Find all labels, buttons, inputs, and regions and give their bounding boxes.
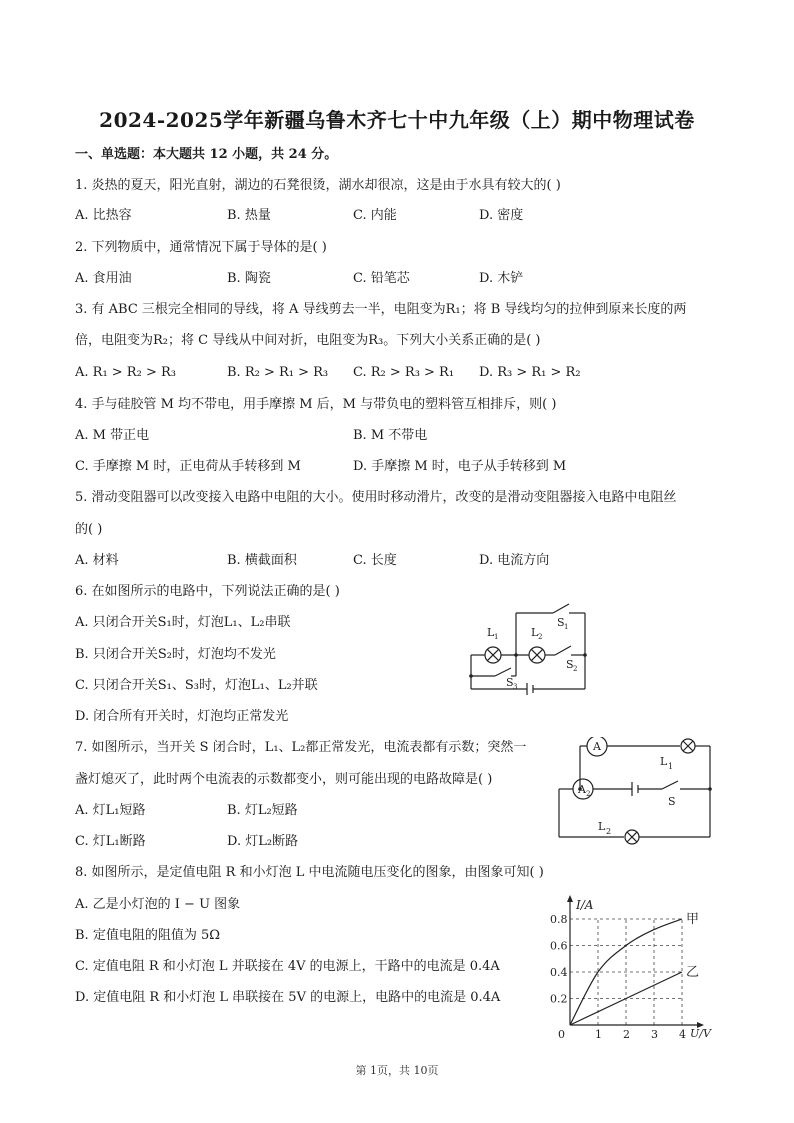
q2-option-b: B. 陶瓷	[227, 271, 271, 286]
page-footer: 第 1页，共 10页	[355, 1064, 439, 1077]
question-3-line-2: 倍，电阻变为R₂；将 C 导线从中间对折，电阻变为R₃。下列大小关系正确的是( )	[75, 333, 541, 348]
q1-option-d: D. 密度	[479, 208, 524, 223]
q8-option-a: A. 乙是小灯泡的 I − U 图象	[75, 897, 241, 912]
q6-label-s3-sub: 3	[513, 683, 518, 691]
q6-label-s1-sub: 1	[564, 623, 569, 631]
q8-iu-chart	[548, 892, 728, 1040]
q6-option-a: A. 只闭合开关S₁时，灯泡L₁、L₂串联	[75, 615, 291, 630]
q7-option-c: C. 灯L₁断路	[75, 834, 146, 849]
q7-label-ammeter-a: A	[593, 740, 601, 753]
exam-title: 2024-2025学年新疆乌鲁木齐七十中九年级（上）期中物理试卷	[99, 108, 695, 132]
q7-label-switch: S	[668, 795, 676, 808]
q7-label-l1-sub: 1	[668, 762, 674, 771]
q7-option-a: A. 灯L₁短路	[75, 803, 146, 818]
question-8: 8. 如图所示，是定值电阻 R 和小灯泡 L 中电流随电压变化的图象，由图象可知( )	[75, 865, 544, 880]
q6-label-l2-sub: 2	[538, 633, 543, 641]
q7-circuit-diagram	[552, 737, 722, 845]
x-axis-label: U/V	[690, 1027, 711, 1040]
q6-label-s1: S	[557, 616, 565, 629]
q6-option-d: D. 闭合所有开关时，灯泡均正常发光	[75, 709, 289, 724]
q8-option-c: C. 定值电阻 R 和小灯泡 L 并联接在 4V 的电源上，干路中的电流是 0.4A	[75, 959, 500, 974]
section-heading: 一、单选题：本大题共 12 小题，共 24 分。	[75, 147, 338, 162]
y-axis-label: I/A	[576, 898, 594, 912]
q1-option-c: C. 内能	[353, 208, 397, 223]
question-2: 2. 下列物质中，通常情况下属于导体的是( )	[75, 240, 327, 255]
x-tick-label: 2	[623, 1028, 630, 1040]
question-7-line-2: 盏灯熄灭了，此时两个电流表的示数都变小，则可能出现的电路故障是( )	[75, 772, 493, 787]
q7-label-ammeter-a2: A	[578, 783, 586, 796]
series-label-1: 甲	[686, 912, 700, 927]
q7-label-l2: L	[598, 820, 606, 833]
q2-option-d: D. 木铲	[479, 271, 524, 286]
y-tick-label: 0.4	[550, 966, 568, 979]
q5-option-d: D. 电流方向	[479, 553, 550, 568]
q7-label-l2-sub: 2	[606, 827, 612, 836]
q6-label-l1-sub: 1	[494, 633, 499, 641]
q7-option-d: D. 灯L₂断路	[227, 834, 299, 849]
question-5-line-1: 5. 滑动变阻器可以改变接入电路中电阻的大小。使用时移动滑片，改变的是滑动变阻器接入电路中电阻丝	[75, 490, 677, 505]
q4-option-a: A. M 带正电	[75, 428, 150, 443]
q8-option-b: B. 定值电阻的阻值为 5Ω	[75, 928, 220, 943]
question-5-line-2: 的( )	[75, 522, 103, 537]
question-6: 6. 在如图所示的电路中，下列说法正确的是( )	[75, 584, 340, 599]
q4-option-c: C. 手摩擦 M 时，正电荷从手转移到 M	[75, 459, 301, 474]
question-3-line-1: 3. 有 ABC 三根完全相同的导线，将 A 导线剪去一半，电阻变为R₁；将 B 导线均匀的拉伸到原来长度的两	[75, 302, 687, 317]
q3-option-c: C. R₂ > R₃ > R₁	[353, 365, 455, 380]
q6-label-s3: S	[506, 676, 514, 689]
q4-option-b: B. M 不带电	[353, 428, 428, 443]
q1-option-a: A. 比热容	[75, 208, 132, 223]
q3-option-d: D. R₃ > R₁ > R₂	[479, 365, 581, 380]
q5-option-c: C. 长度	[353, 553, 397, 568]
q6-circuit-diagram	[465, 598, 600, 698]
q2-option-a: A. 食用油	[75, 271, 132, 286]
q3-option-b: B. R₂ > R₁ > R₃	[227, 365, 329, 380]
q6-option-b: B. 只闭合开关S₂时，灯泡均不发光	[75, 647, 276, 662]
x-tick-label: 1	[595, 1028, 602, 1040]
q3-option-a: A. R₁ > R₂ > R₃	[75, 365, 176, 380]
q7-label-ammeter-a2-sub: 2	[586, 790, 591, 798]
x-tick-label: 3	[651, 1028, 658, 1040]
q4-option-d: D. 手摩擦 M 时，电子从手转移到 M	[353, 459, 567, 474]
q7-option-b: B. 灯L₂短路	[227, 803, 298, 818]
question-7-line-1: 7. 如图所示，当开关 S 闭合时，L₁、L₂都正常发光，电流表都有示数；突然一	[75, 740, 527, 755]
q6-label-s2: S	[566, 658, 574, 671]
y-tick-label: 0.8	[550, 913, 568, 926]
q7-label-l1: L	[660, 755, 668, 768]
q6-label-l2: L	[531, 626, 539, 639]
q5-option-a: A. 材料	[75, 553, 119, 568]
q1-option-b: B. 热量	[227, 208, 271, 223]
question-1: 1. 炎热的夏天，阳光直射，湖边的石凳很烫，湖水却很凉，这是由于水具有较大的( )	[75, 178, 561, 193]
q2-option-c: C. 铅笔芯	[353, 271, 410, 286]
y-tick-label: 0.2	[550, 992, 568, 1006]
y-tick-label: 0.6	[550, 939, 568, 953]
y-axis-arrow	[567, 895, 573, 902]
x-tick-label: 4	[679, 1028, 686, 1040]
q8-option-d: D. 定值电阻 R 和小灯泡 L 串联接在 5V 的电源上，电路中的电流是 0.4A	[75, 990, 501, 1005]
q6-label-l1: L	[487, 626, 495, 639]
q5-option-b: B. 横截面积	[227, 553, 297, 568]
series-label-2: 乙	[686, 965, 700, 980]
q6-option-c: C. 只闭合开关S₁、S₃时，灯泡L₁、L₂并联	[75, 678, 318, 693]
x-tick-label: 0	[558, 1028, 565, 1040]
q6-label-s2-sub: 2	[573, 665, 578, 673]
question-4: 4. 手与硅胶管 M 均不带电，用手摩擦 M 后，M 与带负电的塑料管互相排斥，则( )	[75, 397, 557, 412]
